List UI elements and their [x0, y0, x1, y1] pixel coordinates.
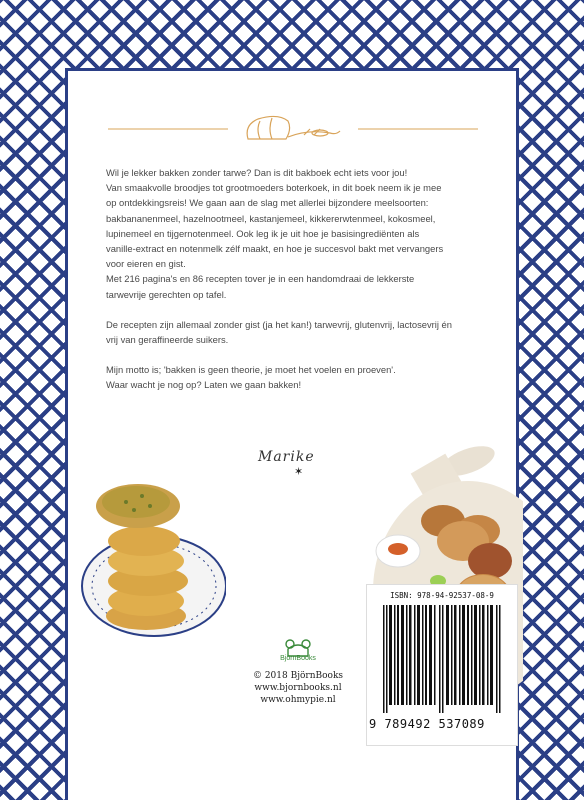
- text-line: Waar wacht je nog op? Laten we gaan bakken!: [106, 379, 302, 391]
- publisher-url-link[interactable]: www.bjornbooks.nl: [254, 683, 342, 693]
- bread-ornament: [108, 109, 478, 149]
- text-line: vrij van geraffineerde suikers.: [106, 334, 229, 346]
- isbn-barcode: [366, 584, 518, 746]
- text-line: bakbananenmeel, hazelnootmeel, kastanjemeel, kikkererwtenmeel, kokosmeel,: [106, 212, 436, 224]
- intro-text: [106, 165, 501, 393]
- text-line: voor eieren en gist.: [106, 258, 186, 270]
- publisher-logo-text: BjörnBooks: [280, 655, 316, 662]
- author-signature: Marike: [258, 449, 315, 465]
- publisher-info: [238, 639, 358, 706]
- barcode-bars: [383, 605, 501, 713]
- text-line: vanille-extract en notenmelk zélf maakt, en hoe je succesvol bakt met vervangers: [106, 243, 444, 255]
- bread-loaf-icon: [247, 116, 340, 139]
- stacked-cookies-plate-image: [76, 466, 226, 641]
- ean-number: 9 789492 537089: [369, 717, 485, 731]
- text-line: De recepten zijn allemaal zonder gist (ja het kan!) tarwevrij, glutenvrij, lactosevrij én: [106, 318, 452, 330]
- text-line: Wil je lekker bakken zonder tarwe? Dan is dit bakboek echt iets voor jou!: [106, 167, 408, 178]
- text-line: Van smaakvolle broodjes tot grootmoeders boterkoek, in dit boek neem ik je mee: [106, 182, 442, 194]
- isbn-text: ISBN: 978-94-92537-08-9: [390, 591, 494, 600]
- text-line: Met 216 pagina's en 86 recepten tover je in een handomdraai de lekkerste: [106, 273, 415, 285]
- author-url-link[interactable]: www.ohmypie.nl: [260, 695, 336, 705]
- text-line: tarwevrije gerechten op tafel.: [106, 288, 227, 300]
- star-icon: ✶: [294, 466, 304, 478]
- copyright-line: © 2018 BjörnBooks: [252, 671, 344, 681]
- text-line: lupinemeel en tijgernotenmeel. Ook leg ik je uit hoe je basisingrediënten als: [106, 227, 420, 239]
- text-line: op ontdekkingsreis! We gaan aan de slag met allerlei bijzondere meelsoorten:: [106, 197, 429, 209]
- text-line: Mijn motto is; 'bakken is geen theorie, je moet het voelen en proeven'.: [106, 364, 396, 376]
